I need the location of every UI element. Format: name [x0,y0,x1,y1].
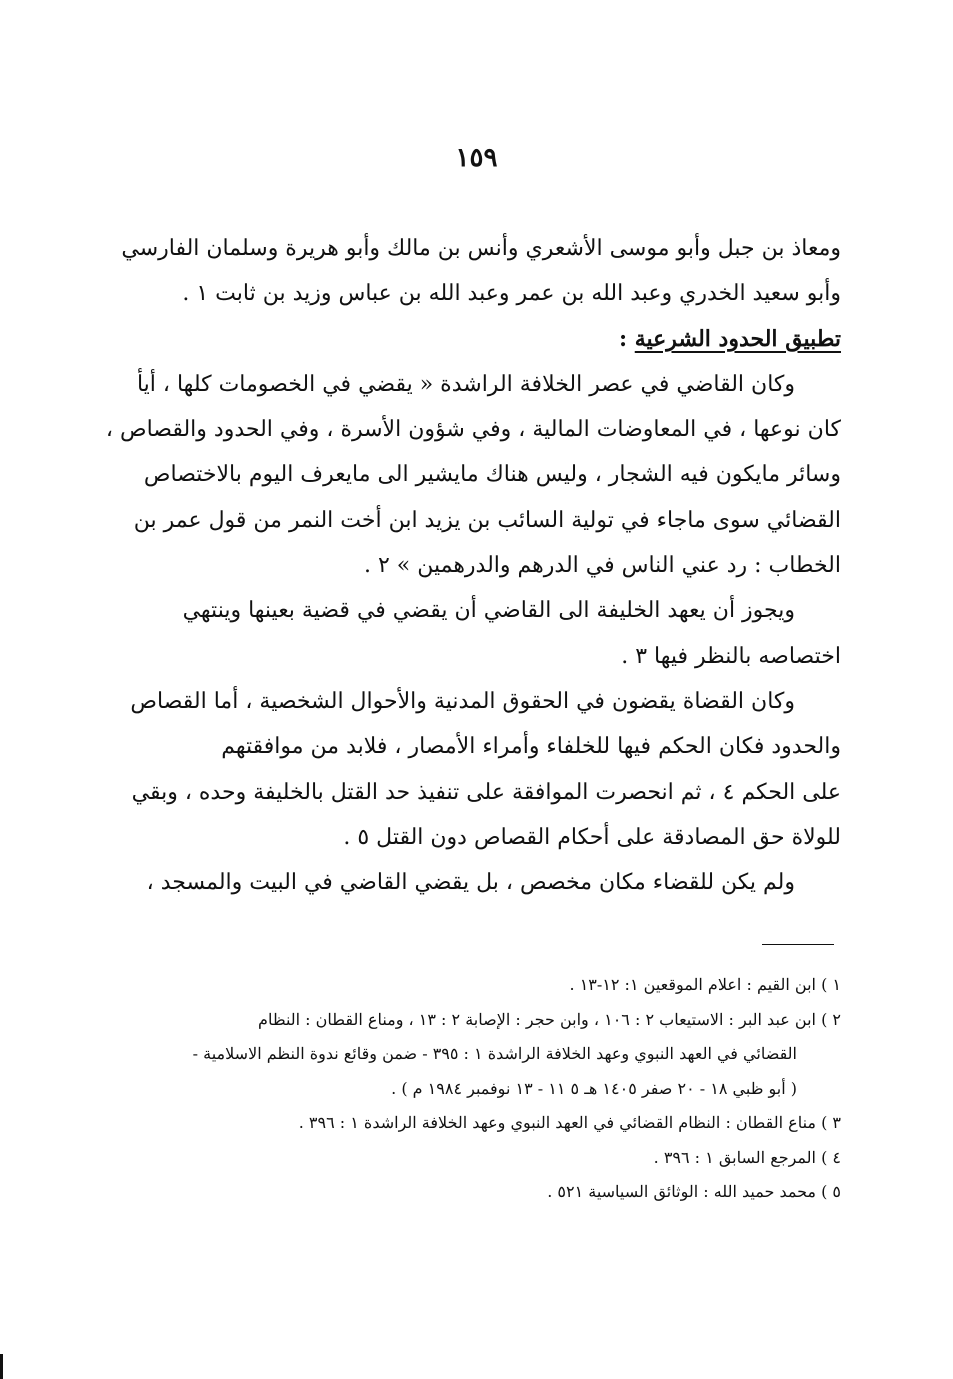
body-line: وكان القاضي في عصر الخلافة الراشدة « يقضي في الخصومات كلها ، أيأ [136,371,795,397]
body-line: للولاة حق المصادقة على أحكام القصاص دون القتل ٥ . [343,824,841,850]
body-line: كان نوعها ، في المعاوضات المالية ، وفي شؤون الأسرة ، وفي الحدود والقصاص ، [105,417,841,443]
footnote-separator [762,944,834,945]
scan-edge-mark [0,1354,3,1379]
footnote-5: ٥ ) محمد حميد الله : الوثائق السياسية ٥٢١ . [547,1182,841,1201]
body-line: وكان القضاة يقضون في الحقوق المدنية والأحوال الشخصية ، أما القصاص [130,688,795,714]
body-line: اختصاصه بالنظر فيها ٣ . [621,643,841,669]
body-line: وأبو سعيد الخدري وعبد الله بن عمر وعبد الله بن عباس وزيد بن ثابت ١ . [182,281,841,307]
body-line: ولم يكن للقضاء مكان مخصص ، بل يقضي القاضي في البيت والمسجد ، [146,870,795,896]
page-number: ١٥٩ [455,143,498,173]
footnote-2: ٢ ) ابن عبد البر : الاستيعاب ٢ : ١٠٦ ، وابن حجر : الإصابة ٢ : ١٣ ، ومناع القطان : النظام [258,1009,841,1029]
footnote-3: ٣ ) مناع القطان : النظام القضائي في العهد النبوي وعهد الخلافة الراشدة ١ : ٣٩٦ . [298,1113,841,1132]
body-line: القضائي سوى ماجاء في تولية السائب بن يزيد ابن أخت النمر من قول عمر بن [133,507,841,533]
main-text [105,226,841,905]
footnote-1: ١ ) ابن القيم : اعلام الموقعين ١: ١٢-١٣ . [569,975,841,994]
section-heading-colon: : [618,325,635,352]
footnotes [115,968,841,1210]
section-heading [115,317,841,362]
body-line: وسائر مايكون فيه الشجار ، وليس هناك مايشير الى مايعرف اليوم بالاختصاص [143,462,841,488]
footnote-2-continued: ( أبو ظبي ١٨ - ٢٠ صفر ١٤٠٥ هـ ٥ ١١ - ١٣ نوفمبر ١٩٨٤ م ) . [391,1078,797,1098]
body-line: والحدود فكان الحكم فيها للخلفاء وأمراء الأمصار ، فلابد من موافقتهم [221,734,841,760]
body-line: الخطاب : رد عني الناس في الدرهم والدرهمين » ٢ . [363,553,841,579]
body-line: على الحكم ٤ ، ثم انحصرت الموافقة على تنفيذ حد القتل بالخليفة وحده ، وبقي [131,779,841,805]
body-line: ويجوز أن يعهد الخليفة الى القاضي أن يقضي في قضية بعينها وينتهي [182,598,795,624]
section-heading-label: تطبيق الحدود الشرعية [634,325,841,352]
footnote-4: ٤ ) المرجع السابق ١ : ٣٩٦ . [653,1147,841,1167]
body-line: ومعاذ بن جبل وأبو موسى الأشعري وأنس بن مالك وأبو هريرة وسلمان الفارسي [121,236,841,261]
footnote-2-continued: القضائي في العهد النبوي وعهد الخلافة الراشدة ١ : ٣٩٥ - ضمن وقائع ندوة النظم الاسلامية - [192,1044,797,1063]
